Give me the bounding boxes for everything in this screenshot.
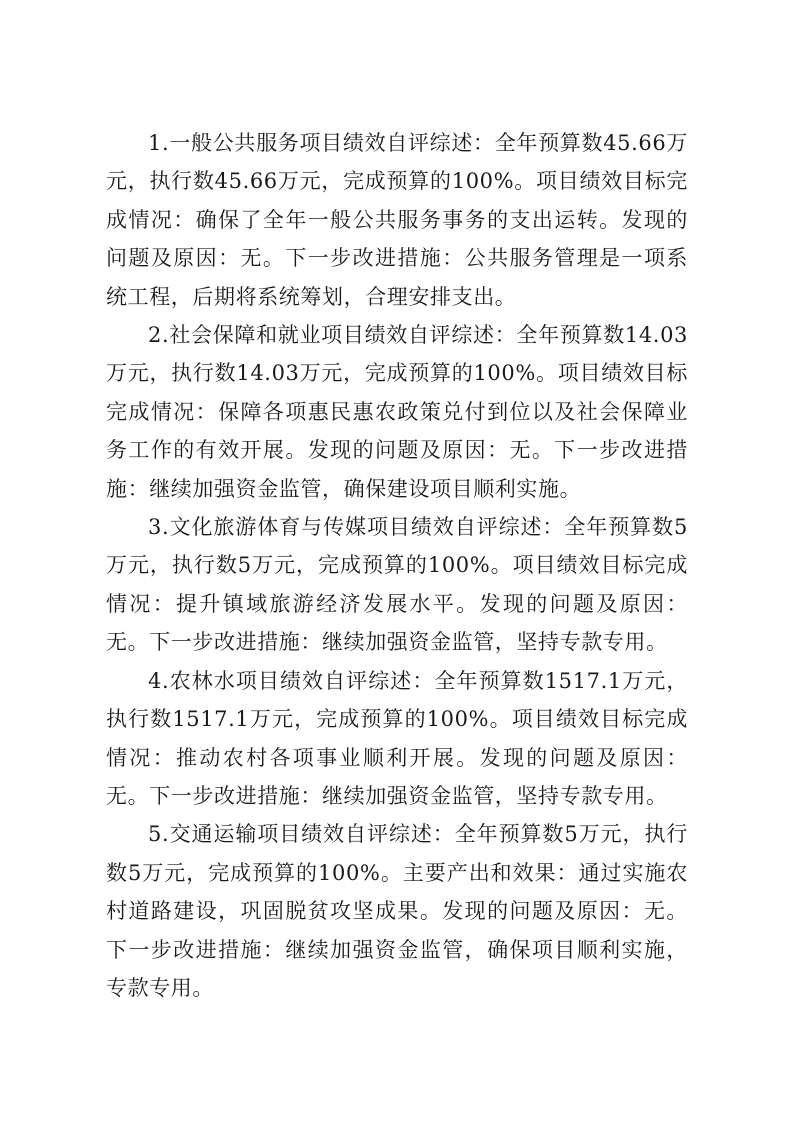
paragraph-social-security-employment: 2.社会保障和就业项目绩效自评综述：全年预算数14.03万元，执行数14.03万元，完成预算的100%。项目绩效目标完成情况：保障各项惠民惠农政策兑付到位以及社会保障业务工作的有效开展。发现的问题及原因：无。下一步改进措施：继续加强资金监管，确保建设项目顺利实施。 — [106, 323, 688, 501]
paragraph-culture-tourism-sports-media: 3.文化旅游体育与传媒项目绩效自评综述：全年预算数5万元，执行数5万元，完成预算的100%。项目绩效目标完成情况：提升镇域旅游经济发展水平。发现的问题及原因：无。下一步改进措施：继续加强资金监管，坚持专款专用。 — [106, 515, 688, 655]
paragraph-transportation: 5.交通运输项目绩效自评综述：全年预算数5万元，执行数5万元，完成预算的100%。主要产出和效果：通过实施农村道路建设，巩固脱贫攻坚成果。发现的问题及原因：无。下一步改进措施：继续加强资金监管，确保项目顺利实施，专款专用。 — [106, 822, 688, 1000]
paragraph-agriculture-forestry-water: 4.农林水项目绩效自评综述：全年预算数1517.1万元，执行数1517.1万元，完成预算的100%。项目绩效目标完成情况：推动农村各项事业顺利开展。发现的问题及原因：无。下一步改进措施：继续加强资金监管，坚持专款专用。 — [106, 668, 688, 808]
document-body — [106, 124, 688, 1007]
paragraph-general-public-services: 1.一般公共服务项目绩效自评综述：全年预算数45.66万元，执行数45.66万元，完成预算的100%。项目绩效目标完成情况：确保了全年一般公共服务事务的支出运转。发现的问题及原因：无。下一步改进措施：公共服务管理是一项系统工程，后期将系统筹划，合理安排支出。 — [106, 131, 688, 309]
